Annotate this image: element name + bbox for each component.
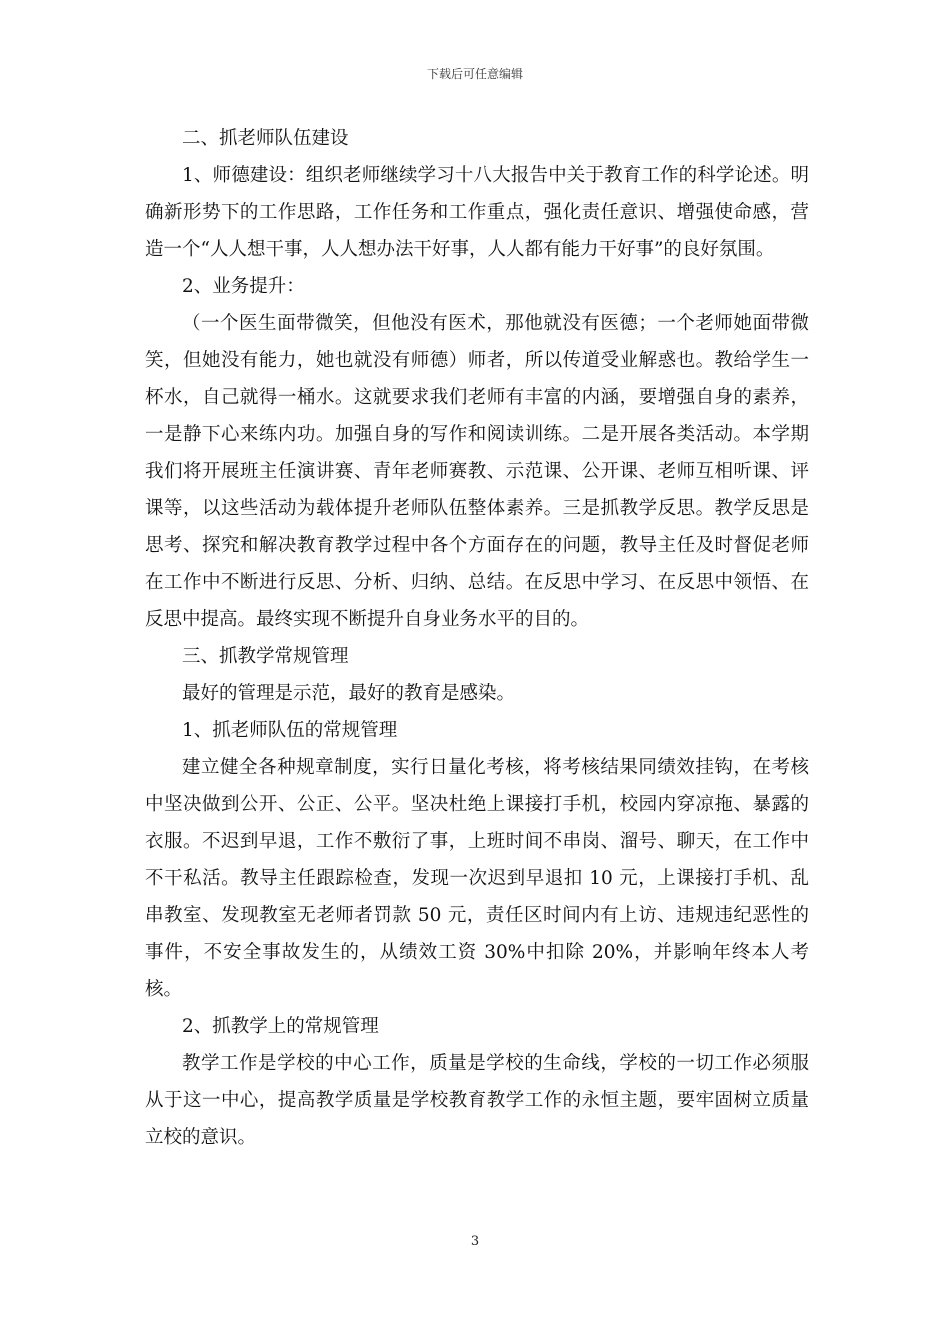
paragraph-teacher-routine: 建立健全各种规章制度，实行日量化考核，将考核结果同绩效挂钩，在考核中坚决做到公开、公正、公平。坚决杜绝上课接打手机，校园内穿凉拖、暴露的衣服。不迟到早退，工作不敷衍了事，上班时间不串岗、溜号、聊天，在工作中不干私活。教导主任跟踪检查，发现一次迟到早退扣 10 元，上课接打手机、乱串教室、发现教室无老师者罚款 50 元，责任区时间内有上访、违规违纪恶性的事件，不安全事故发生的，从绩效工资 30%中扣除 20%，并影响年终本人考核。 xyxy=(145,757,809,1000)
paragraph-management-motto: 最好的管理是示范，最好的教育是感染。 xyxy=(182,683,516,704)
page-header: 下载后可任意编辑 xyxy=(426,67,523,81)
page-number: 3 xyxy=(470,1234,480,1249)
subheading-teacher-routine: 1、抓老师队伍的常规管理 xyxy=(182,720,398,741)
section-heading-teacher-team: 二、抓老师队伍建设 xyxy=(182,128,349,149)
section-heading-teaching-routine: 三、抓教学常规管理 xyxy=(182,646,349,667)
paragraph-teaching-routine: 教学工作是学校的中心工作，质量是学校的生命线，学校的一切工作必须服从于这一中心，提高教学质量是学校教育教学工作的永恒主题，要牢固树立质量立校的意识。 xyxy=(145,1053,809,1148)
paragraph-ethics-building: 1、师德建设：组织老师继续学习十八大报告中关于教育工作的科学论述。明确新形势下的工作思路，工作任务和工作重点，强化责任意识、增强使命感，营造一个“人人想干事，人人想办法干好事，人人都有能力干好事”的良好氛围。 xyxy=(145,165,809,260)
subheading-teaching-routine: 2、抓教学上的常规管理 xyxy=(182,1016,379,1037)
paragraph-professional-improvement: （一个医生面带微笑，但他没有医术，那他就没有医德；一个老师她面带微笑，但她没有能力，她也就没有师德）师者，所以传道受业解惑也。教给学生一杯水，自己就得一桶水。这就要求我们老师有丰富的内涵，要增强自身的素养，一是静下心来练内功。加强自身的写作和阅读训练。二是开展各类活动。本学期我们将开展班主任演讲赛、青年老师赛教、示范课、公开课、老师互相听课、评课等，以这些活动为载体提升老师队伍整体素养。三是抓教学反思。教学反思是思考、探究和解决教育教学过程中各个方面存在的问题，教导主任及时督促老师在工作中不断进行反思、分析、归纳、总结。在反思中学习、在反思中领悟、在反思中提高。最终实现不断提升自身业务水平的目的。 xyxy=(145,313,809,630)
subheading-professional-improvement: 2、业务提升： xyxy=(182,276,305,297)
document-body xyxy=(145,120,809,1156)
